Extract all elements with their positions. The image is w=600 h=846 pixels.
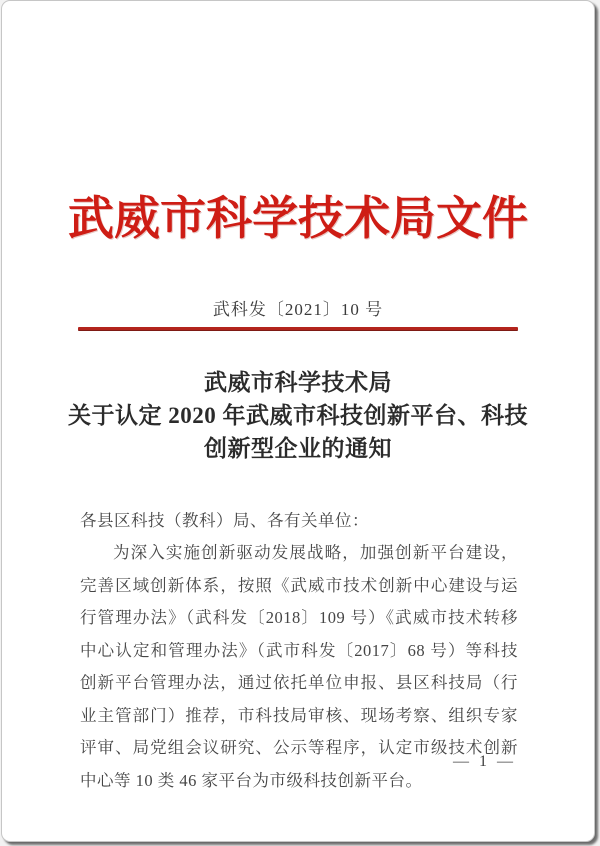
document-page	[1, 0, 595, 842]
salutation: 各县区科技（教科）局、各有关单位：	[80, 510, 369, 530]
notice-title-line1: 武威市科学技术局	[204, 369, 392, 395]
notice-title-line2: 关于认定 2020 年武威市科技创新平台、科技	[68, 402, 528, 428]
body-paragraph: 为深入实施创新驱动发展战略，加强创新平台建设，完善区域创新体系，按照《武威市技术创新中心建设与运行管理办法》（武科发〔2018〕109 号）《武威市技术转移中心认定和管理办法》（武市科发〔2017〕68 号）等科技创新平台管理办法，通过依托单位申报、县区科技局（行业主管部门）推荐，市科技局审核、现场考察、组织专家评审、局党组会议研究、公示等程序，认定市级技术创新中心等 10 类 46 家平台为市级科技创新平台。	[80, 543, 518, 790]
letterhead-title: 武威市科学技术局文件	[68, 193, 528, 244]
red-divider-line	[78, 327, 518, 331]
doc-number: 武科发〔2021〕10 号	[212, 299, 384, 319]
notice-title-line3: 创新型企业的通知	[204, 435, 392, 461]
page-number: — 1 —	[453, 753, 516, 770]
notice-title	[2, 366, 594, 465]
